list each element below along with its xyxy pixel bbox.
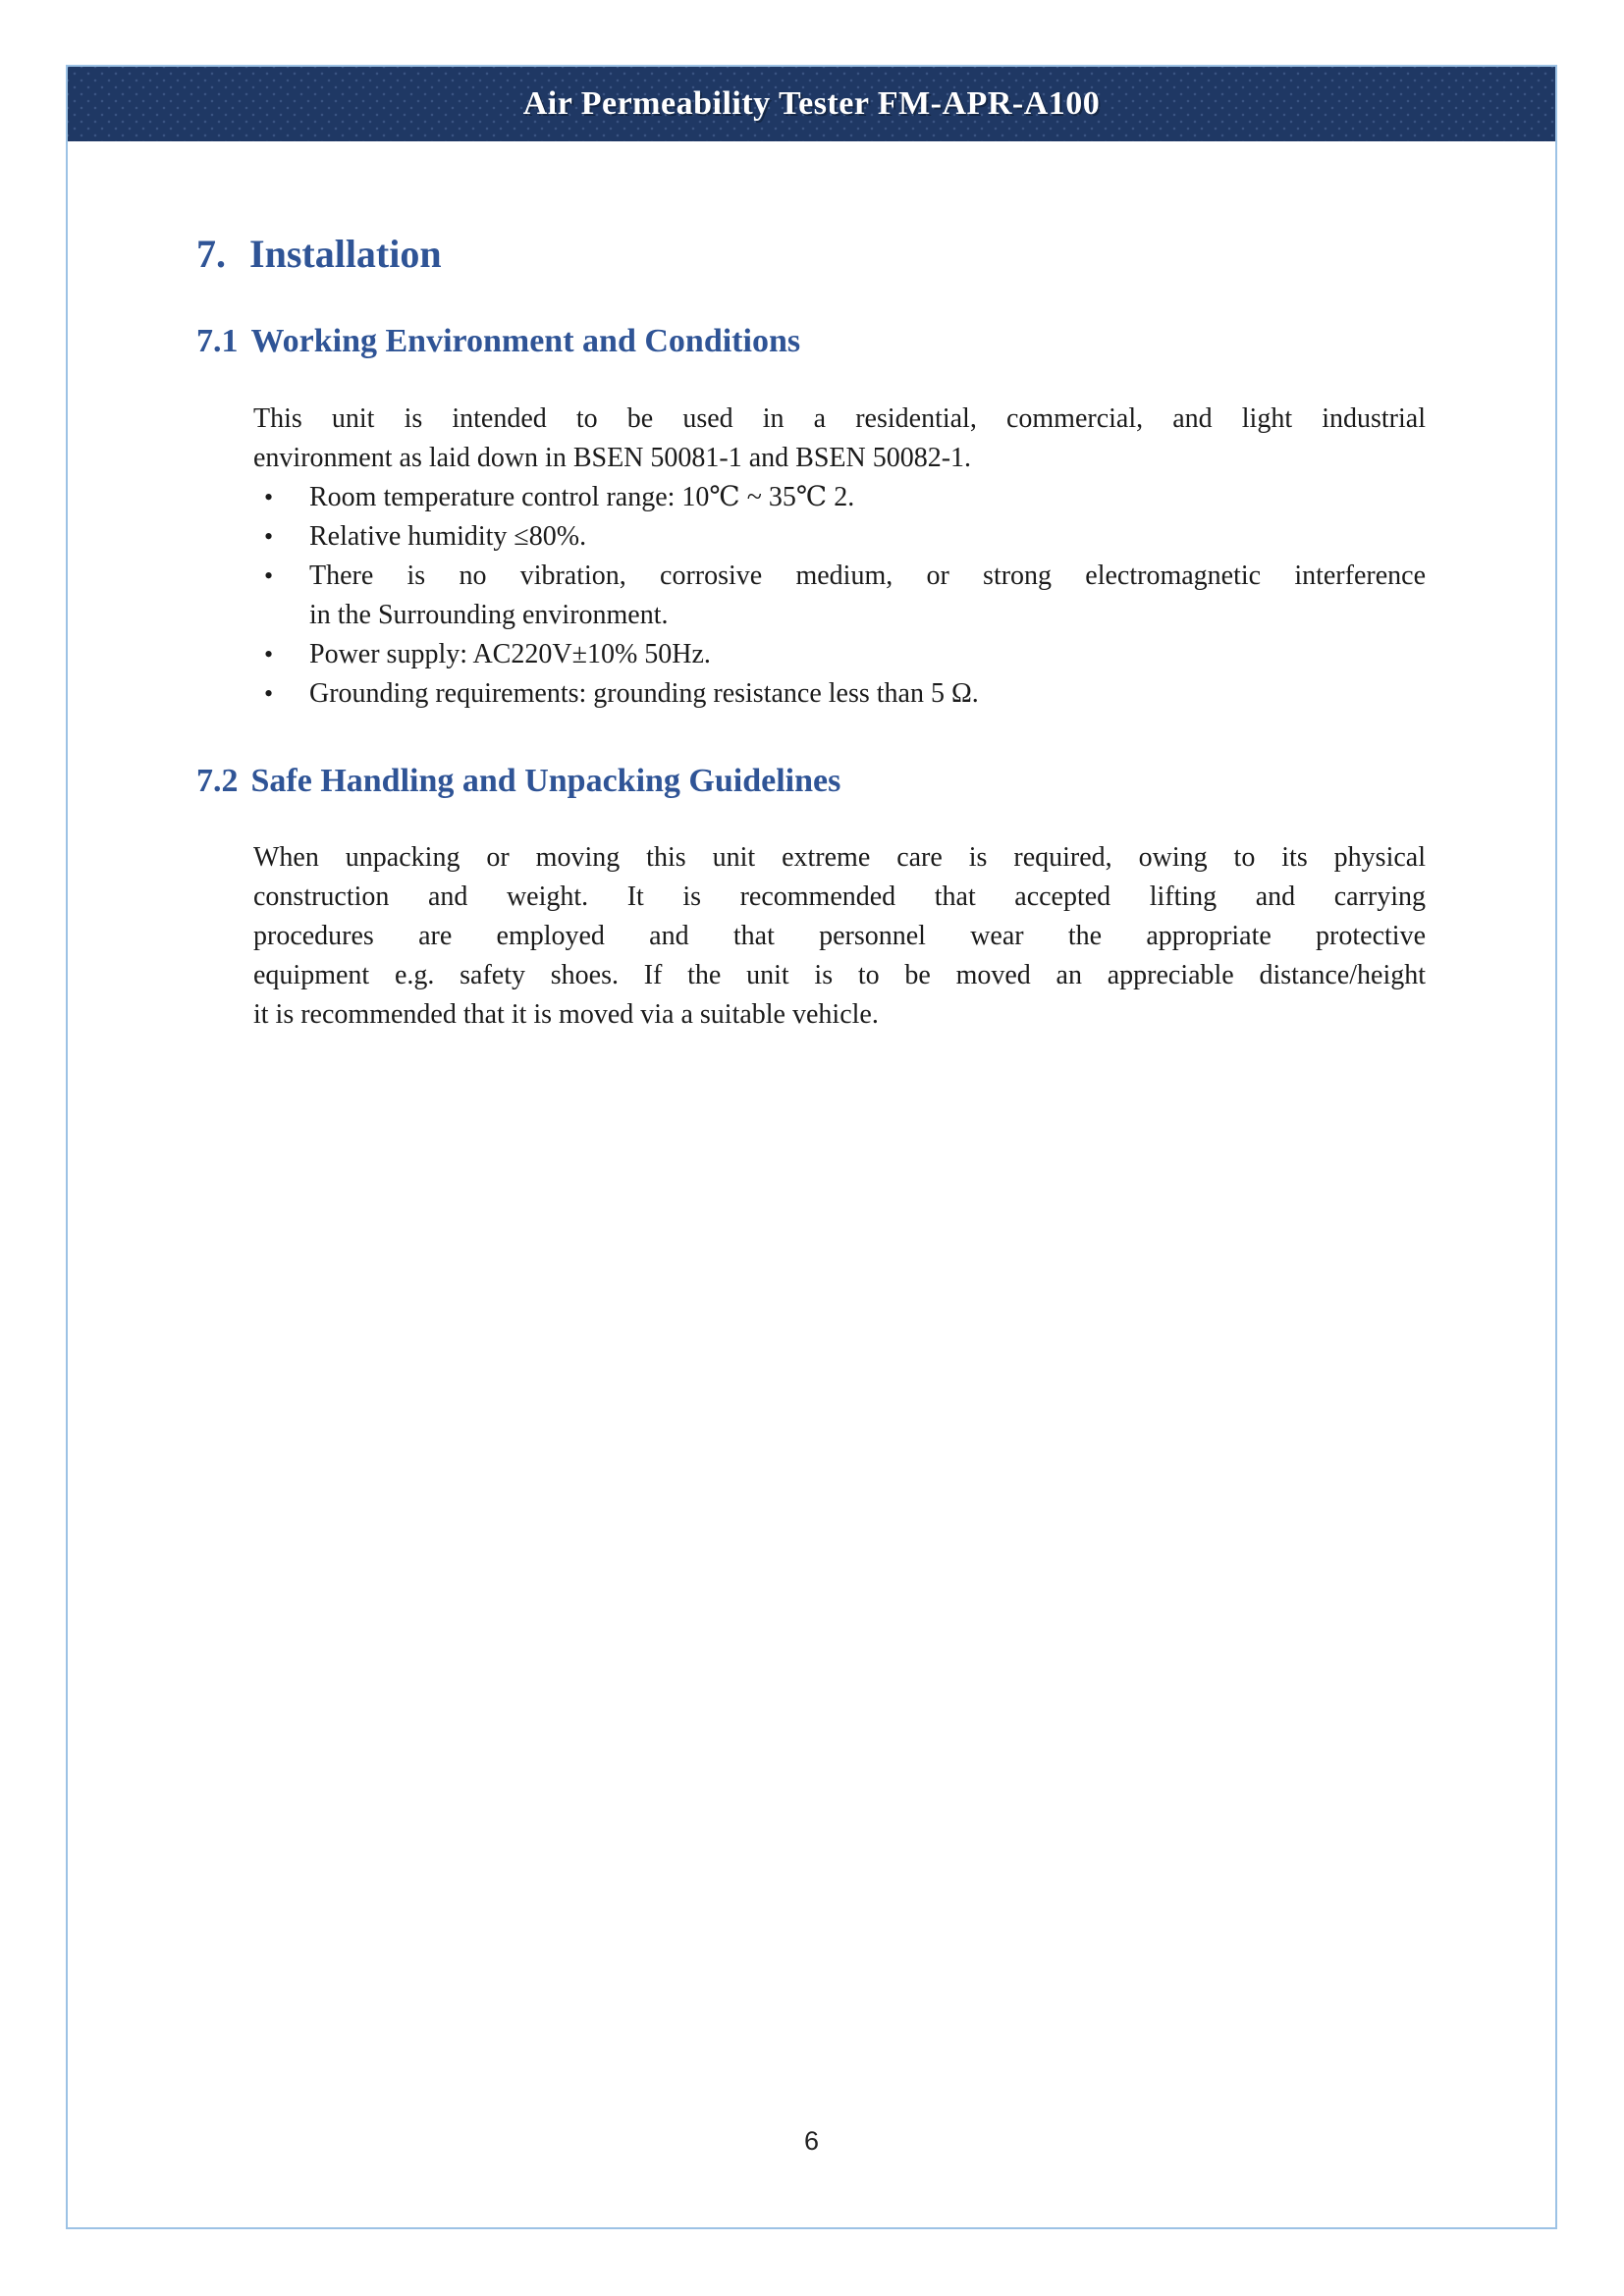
bullet-icon: • [264,483,274,511]
list-item-text [309,478,1426,517]
list-item-power-supply [253,635,1426,674]
list-item-text [309,635,1426,674]
bullet-icon: • [264,679,274,708]
bullet-line: Room temperature control range: 10℃ ~ 35℃ 2. [309,482,855,512]
bullet-line: Power supply: AC220V±10% 50Hz. [309,639,711,669]
list-item-room-temperature [253,478,1426,517]
section-7-number: 7. [196,232,226,276]
bullet-icon: • [264,561,274,590]
list-item-relative-humidity [253,517,1426,557]
section-7-1-number: 7.1 [196,323,239,359]
list-item-text [309,674,1426,714]
section-heading-7-1 [196,325,1555,358]
paragraph-line: procedures are employed and that personnel wear the appropriate protective [253,921,1426,951]
bullet-icon: • [264,522,274,551]
page-frame [66,65,1557,2229]
list-item-text [309,557,1426,635]
paragraph-line: This unit is intended to be used in a residential, commercial, and light industrial [253,403,1426,434]
paragraph-line: it is recommended that it is moved via a suitable vehicle. [253,999,879,1030]
list-item-grounding [253,674,1426,714]
page-number: 6 [803,2126,820,2156]
paragraph-line: construction and weight. It is recommended that accepted lifting and carrying [253,881,1426,912]
bullet-line: Grounding requirements: grounding resistance less than 5 Ω. [309,678,979,709]
paragraph-line: When unpacking or moving this unit extreme care is required, owing to its physical [253,842,1426,873]
paragraph-safe-handling [253,838,1426,1035]
section-heading-7 [196,234,1555,275]
paragraph-line: environment as laid down in BSEN 50081-1 and BSEN 50082-1. [253,443,972,473]
list-item-no-vibration [253,557,1426,635]
section-7-2-number: 7.2 [196,763,239,799]
list-item-text [309,517,1426,557]
bullet-line: in the Surrounding environment. [309,600,669,630]
header-bar [68,67,1555,141]
bullet-line: There is no vibration, corrosive medium, or strong electromagnetic interference [309,561,1426,591]
section-7-1-title: Working Environment and Conditions [250,323,801,359]
section-7-2-title: Safe Handling and Unpacking Guidelines [250,763,841,799]
paragraph-line: equipment e.g. safety shoes. If the unit is to be moved an appreciable distance/height [253,960,1426,990]
bullet-line: Relative humidity ≤80%. [309,521,587,552]
document-title: Air Permeability Tester FM-APR-A100 [522,85,1101,122]
section-heading-7-2 [196,765,1555,798]
bullet-icon: • [264,640,274,668]
conditions-bullet-list [253,478,1426,714]
section-7-title: Installation [249,232,442,276]
paragraph-working-environment [253,400,1426,478]
